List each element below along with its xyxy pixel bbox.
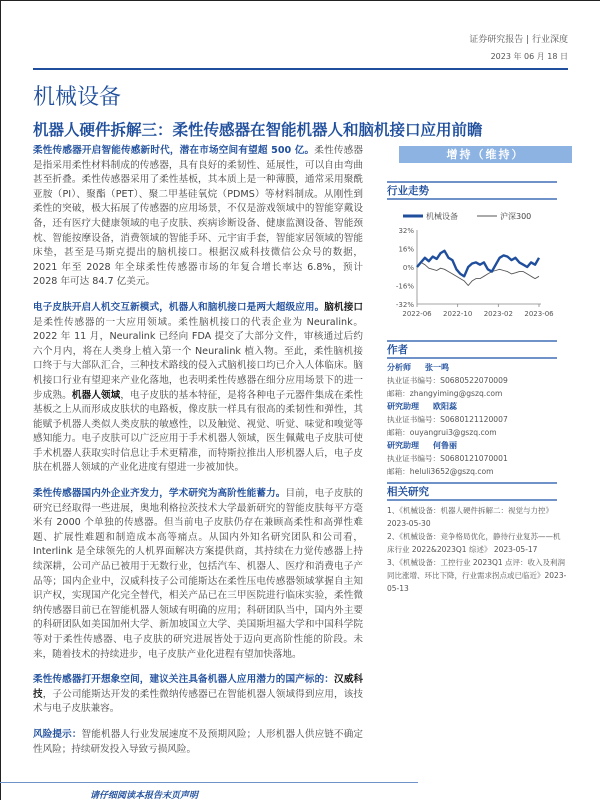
- author-email[interactable]: 邮箱：ouyangrui3@gszq.com: [387, 428, 497, 437]
- x-axis-ticks: [402, 304, 554, 318]
- legend: [403, 211, 531, 221]
- author-role-line: [387, 439, 572, 452]
- author-license: 执业证书编号：S0680121070001: [387, 454, 508, 463]
- author-role: 研究助理: [387, 402, 419, 411]
- header-divider: [33, 68, 568, 70]
- related-title: 3、《机械设备：工控行业 2023Q1 点评：收入及利润同比涨增、环比下降，行业需求拐点或已临近》: [387, 558, 566, 580]
- report-title: 机器人硬件拆解三：柔性传感器在智能机器人和脑机接口应用前瞻: [33, 120, 483, 139]
- bold-term: 脑机接口: [324, 301, 364, 313]
- paragraph-body: 柔性传感器是指采用柔性材料制成的传感器，具有良好的柔韧性、延展性，可以自由弯曲甚至折叠。柔性传感器采用了柔性基板，其本质上是一种薄膜，通常采用聚酰亚胺（PI）、聚酯（PET）、聚二甲基硅氧烷（PDMS）等材料制成。从刚性到柔性的突破，极大拓展了传感器的应用场景，不仅是游戏领域中的智能穿戴设备，还有医疗大健康领域的电子皮肤、疾病诊断设备、健康监测设备、智能颈枕、智能按摩设备，消费领域的智能手环、元宇宙手套，智能家居领域的智能床垫，甚至是马斯克提出的脑机接口。根据汉威科技微信公众号的数据，2021 年至 2028 年全球柔性传感器市场的年复合增长率达 6.8%，预计 2028 年可达 84.7 亿美元。: [33, 145, 363, 288]
- author-name: 欧阳蕊: [433, 402, 457, 411]
- author-email[interactable]: 邮箱：zhangyiming@gszq.com: [387, 389, 503, 398]
- sector-title: 机械设备: [33, 85, 122, 110]
- author-entry: [387, 361, 572, 400]
- authors-heading: 作者: [387, 340, 557, 359]
- y-tick-label: -32%: [395, 301, 414, 309]
- y-tick-label: 32%: [398, 227, 414, 235]
- paragraph-body: 是柔性传感器的一大应用领域。柔性脑机接口的代表企业为 Neuralink。2022 年 11 月，Neuralink 已经向 FDA 提交了大部分文件，审核通过后约六个月内，将在人类身上植入第一个 Neuralink 植入物。至此，柔性脑机接口终于与大部队汇合，三种技术路线的侵入式脑机接口均已介入人体临床。脑机接口行业有望迎来产业化落地，也表明柔性传感器在细分应用场景下的进一步成熟。: [33, 316, 363, 401]
- related-item[interactable]: [387, 556, 567, 595]
- author-license: 执业证书编号：S0680522070009: [387, 376, 508, 385]
- paragraph-lead: 柔性传感器国内外企业齐发力，学术研究为高阶性能蓄力。: [33, 488, 286, 500]
- series-line-machinery: [417, 251, 539, 276]
- paragraph-lead: 柔性传感器打开想象空间，建议关注具备机器人应用潜力的国产标的：: [33, 674, 334, 686]
- x-tick-label: 2023-02: [483, 310, 513, 318]
- author-entry: [387, 400, 572, 439]
- related-item[interactable]: [387, 504, 567, 530]
- paragraph-applications: [33, 301, 363, 476]
- legend-label-machinery: 机械设备: [426, 212, 458, 221]
- legend-label-csi300: 沪深300: [500, 212, 532, 221]
- rating-badge: 增持（维持）: [399, 146, 572, 163]
- author-role: 分析师: [387, 363, 411, 372]
- paragraph-recommendation: [33, 673, 363, 717]
- author-name: 张一鸣: [425, 363, 449, 372]
- related-heading: 相关研究: [387, 482, 557, 501]
- x-tick-label: 2022-06: [402, 310, 432, 318]
- paragraph-lead: 电子皮肤开启人机交互新模式，机器人和脑机接口是两大超级应用。: [33, 301, 325, 313]
- related-list: [387, 504, 572, 595]
- main-body: [33, 144, 363, 768]
- related-item[interactable]: [387, 530, 567, 556]
- paragraph-body: ，子公司能斯达开发的柔性微纳传感器已在智能机器人领域得到应用，该技术与电子皮肤兼容。: [33, 688, 364, 715]
- author-role-line: [387, 400, 572, 413]
- paragraph-body: ，电子皮肤的基本特征，是将各种电子元器件集成在柔性基板之上从而形成皮肤状的电路板，像皮肤一样具有很高的柔韧性和弹性，其能赋予机器人类似人类皮肤的敏感性，以及触觉、视觉、听觉、味觉和嗅觉等感知能力。电子皮肤可以广泛应用于手术机器人领域，医生佩戴电子皮肤可使手术机器人获取实时信息让手术更精准，而特斯拉推出人形机器人后，电子皮肤在机器人领域的产业化进度有望进一步被加快。: [33, 389, 364, 474]
- x-tick-label: 2023-06: [524, 310, 554, 318]
- footer-divider: [0, 782, 418, 783]
- report-date: 2023 年 06 月 18 日: [490, 52, 568, 61]
- author-email[interactable]: 邮箱：heluli3652@gszq.com: [387, 467, 494, 476]
- related-title: 2、《机械设备：竞争格局优化，静待行业复苏——机床行业 2022&2023Q1 综述》: [387, 532, 561, 554]
- paragraph-lead: 柔性传感器开启智能传感新时代，潜在市场空间有望超 500 亿。: [33, 145, 315, 156]
- footer-disclaimer: 请仔细阅读本报告末页声明: [90, 791, 199, 801]
- author-name: 何鲁丽: [433, 441, 457, 450]
- authors-list: [387, 361, 572, 478]
- paragraph-research: [33, 487, 363, 662]
- paragraph-lead: 风险提示：: [33, 728, 82, 740]
- related-title: 1、《机械设备：机器人硬件拆解二：视觉与力控》: [387, 506, 554, 515]
- series-line-csi300: [417, 262, 539, 285]
- y-tick-label: 0%: [402, 264, 414, 272]
- author-role-line: [387, 361, 572, 374]
- related-date: 2023-05-13: [387, 571, 567, 593]
- series-lines: [417, 251, 539, 286]
- related-date: 2023-05-17: [493, 545, 538, 554]
- x-tick-label: 2022-10: [443, 310, 473, 318]
- y-tick-label: 16%: [398, 245, 414, 254]
- bold-term: 汉威科技: [33, 674, 364, 700]
- y-axis-ticks: [396, 227, 414, 309]
- trend-heading: 行业走势: [387, 181, 557, 200]
- paragraph-risk: [33, 728, 363, 757]
- author-role: 研究助理: [387, 441, 419, 450]
- paragraph-body: 目前，电子皮肤的研究已经取得一些进展，奥地利格拉茨技术大学最新研究的智能皮肤每平方毫米有 2000 个单独的传感器。但当前电子皮肤仍存在兼顾高柔性和高弹性难题、扩展性难题和制造成本高等痛点。从国内外知名研究团队和公司看，Interlink 是全球领先的人机界面解决方案提供商，其持续在力觉传感器上持续深耕，公司产品已被用于无数行业，包括汽车、机器人、医疗和消费电子产品等；国内企业中，汉威科技子公司能斯达在柔性压电传感器领域掌握自主知识产权，实现国产化完全替代，相关产品已在三甲医院进行临床实验，柔性微纳传感器目前已在智能机器人领域有明确的应用；科研团队当中，国内外主要的科研团队如美国加州大学、新加坡国立大学、美国斯坦福大学和中国科学院等对于柔性传感器、电子皮肤的研究进展皆处于迈向更高阶性能的阶段。未来，随着技术的持续进步，电子皮肤产业化进程有望加快落地。: [33, 488, 364, 660]
- industry-trend-chart: [387, 202, 572, 330]
- y-tick-label: -16%: [395, 282, 414, 291]
- paragraph-body: 智能机器人行业发展速度不及预期风险；人形机器人供应链不确定性风险；持续研发投入导致亏损风险。: [33, 728, 363, 755]
- related-date: 2023-05-30: [387, 519, 431, 528]
- sidebar: [387, 146, 572, 595]
- paragraph-market: [33, 144, 363, 290]
- author-entry: [387, 439, 572, 478]
- report-type: 证券研究报告 | 行业深度: [469, 35, 568, 45]
- author-license: 执业证书编号：S0680121120007: [387, 415, 508, 424]
- bold-term: 机器人领域: [71, 389, 121, 401]
